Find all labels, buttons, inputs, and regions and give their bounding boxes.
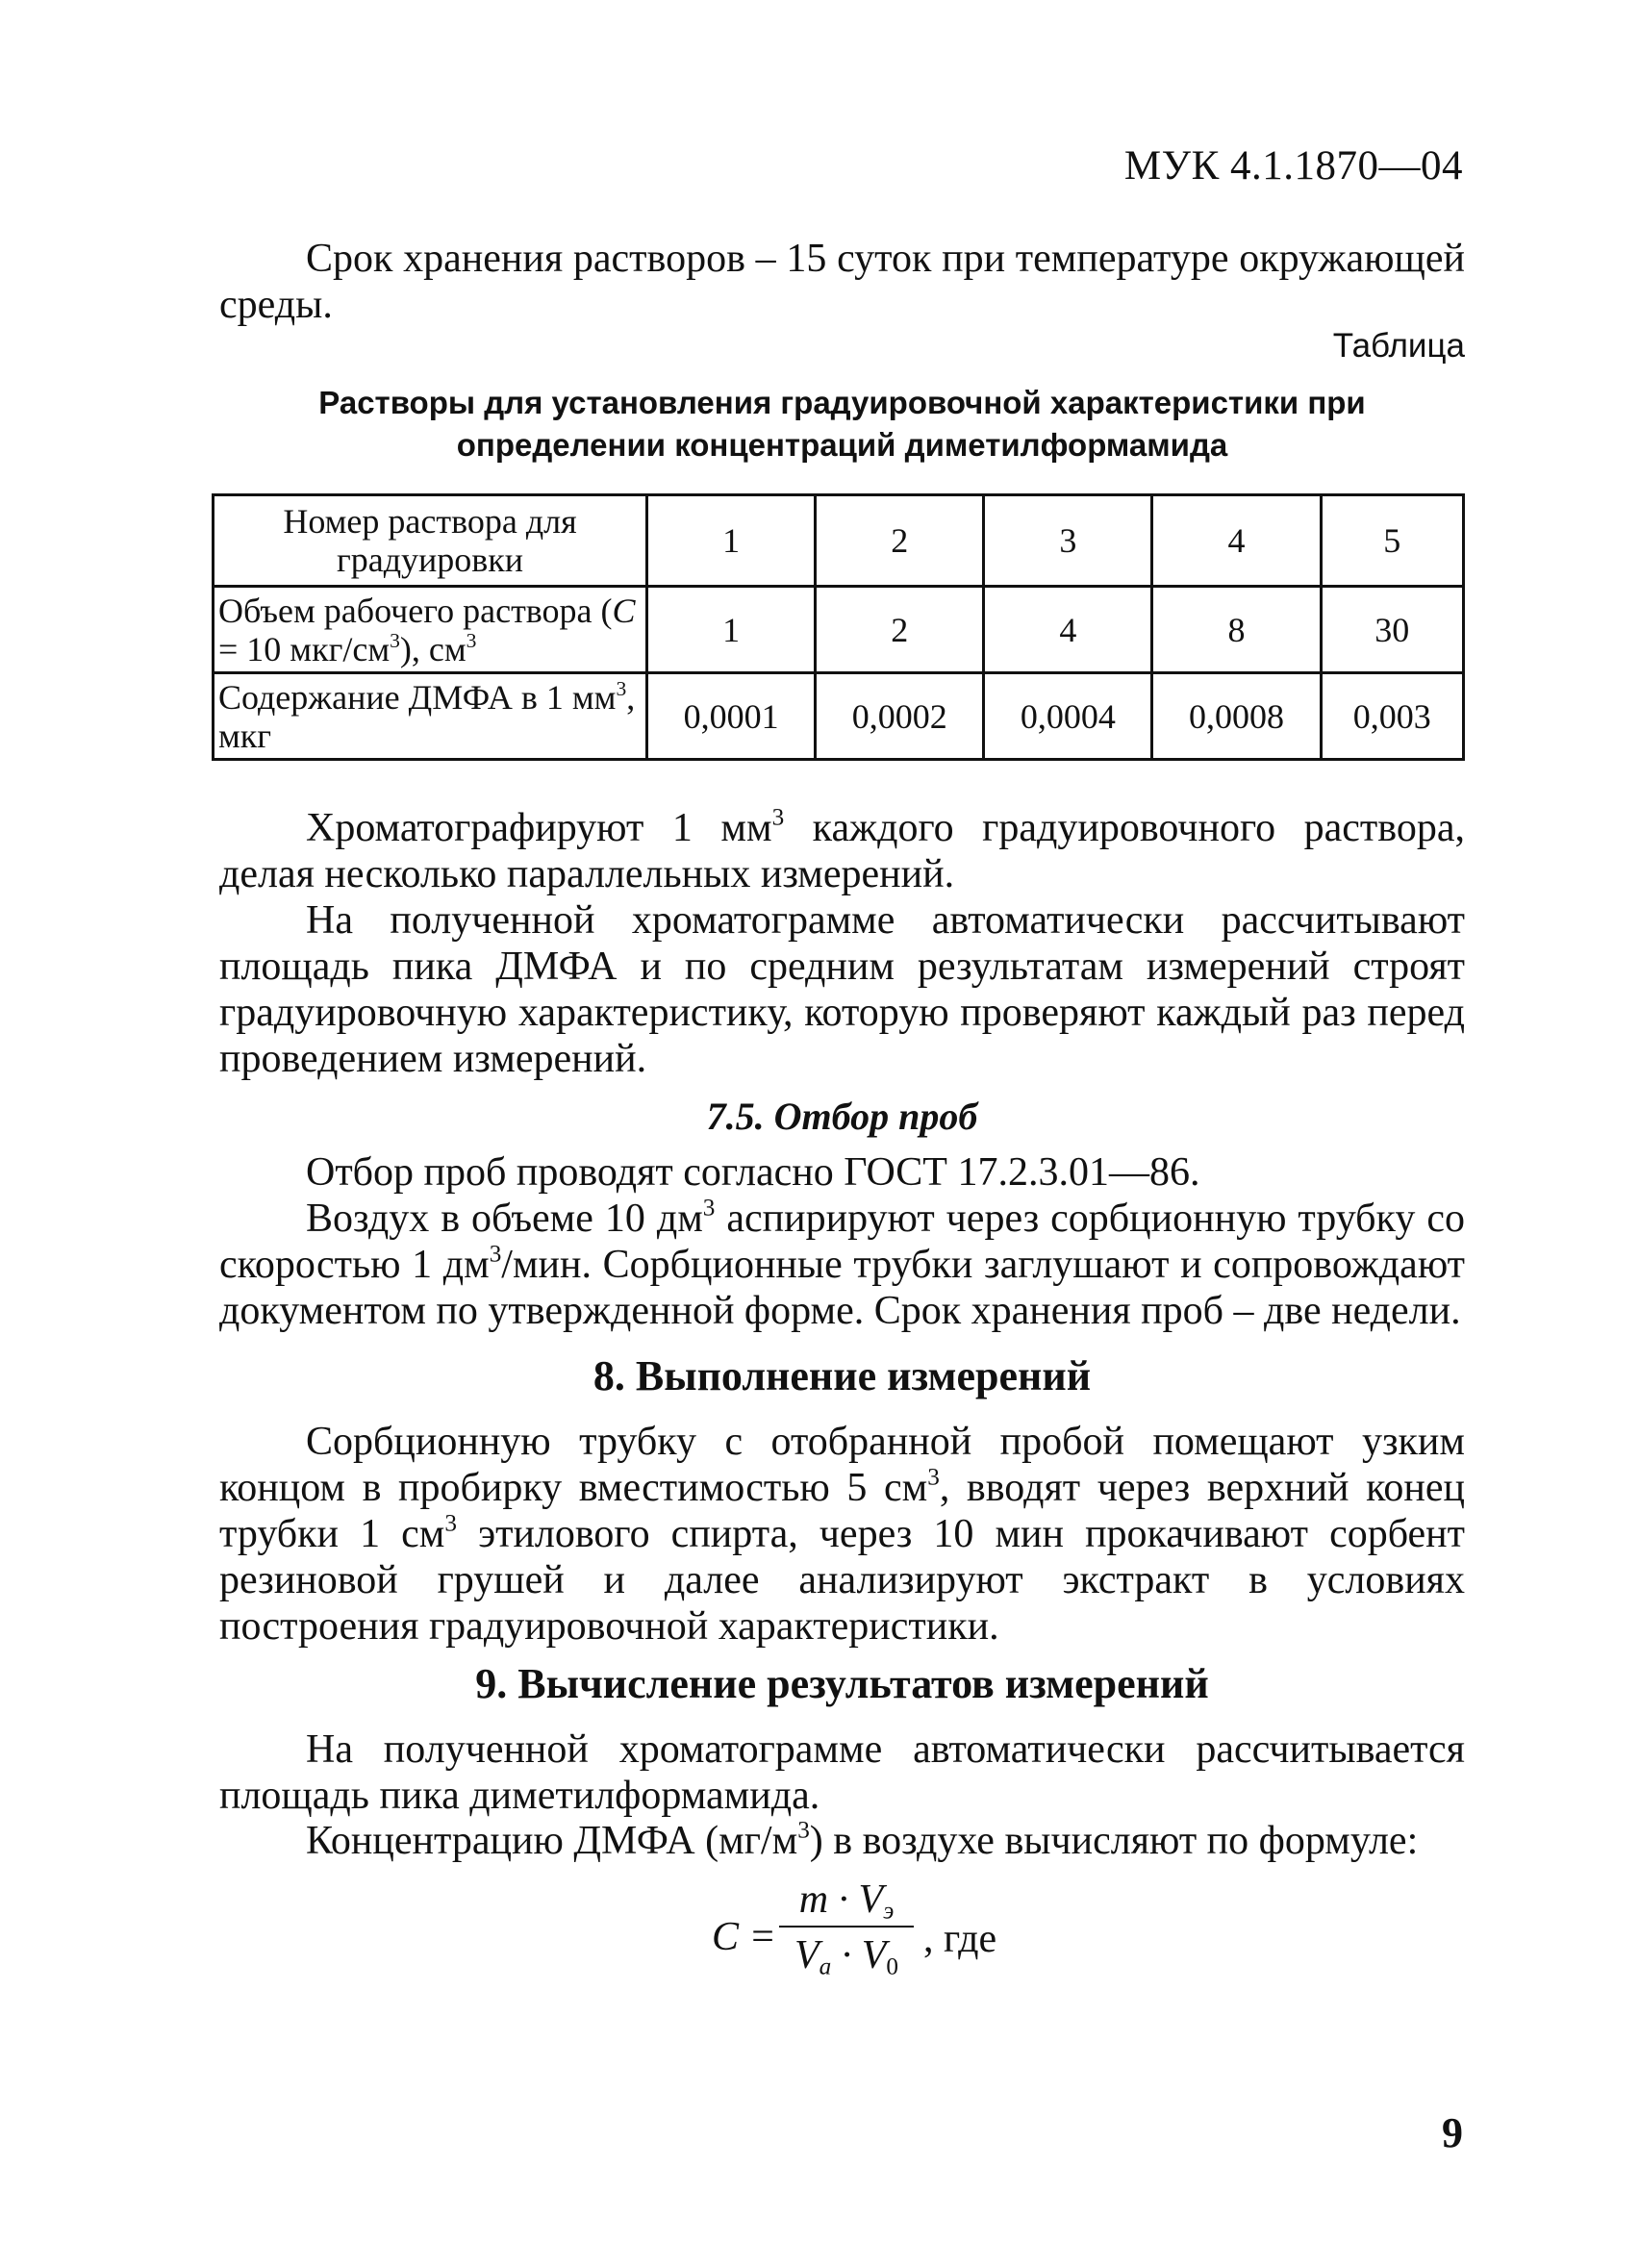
table-cell: 30 [1321,587,1463,673]
table-row [214,673,1464,760]
formula-lhs: C = [712,1915,776,1959]
section-8-title: 8. Выполнение измерений [593,1352,1092,1399]
chromatography-paragraph: Хроматографируют 1 $мм^3$ каждого градуировочного раствора, делая несколько параллельных измерений. [219,804,1465,896]
document-code: МУК 4.1.1870—04 [1123,143,1463,189]
table-cell: 0,0004 [984,673,1152,760]
section-7-5-title: 7.5. Отбор проб [706,1095,978,1138]
table-cell: 4 [1152,495,1321,587]
fraction-bar [779,1926,914,1928]
air-sampling-paragraph: Воздух в объеме 10 $дм^3$ аспирируют через сорбционную трубку со скоростью 1 $дм^3$/мин. Сорбционные трубки заглушают и сопровождают документом по утвержденной форме. Срок хранения проб – две недели. [219,1195,1466,1333]
row-header: Номер раствора для градуировки [214,495,647,587]
table-title: Растворы для установления градуировочной характеристики при определении концентраций диметилформамида [318,385,1366,463]
table-row [214,495,1464,587]
table-cell: 1 [647,587,816,673]
formula-numerator: $m \cdot V_э$ [798,1877,895,1925]
calibration-table [212,493,1465,761]
table-cell: 0,0008 [1152,673,1321,760]
formula-suffix: , где [923,1917,997,1961]
calculation-paragraph: На полученной хроматограмме автоматически рассчитывается площадь пика диметилформамида. [219,1727,1465,1818]
row-header: Содержание ДМФА в 1 $мм^3$, мкг [214,673,647,760]
table-cell: 4 [984,587,1152,673]
table-cell: 0,0002 [816,673,984,760]
concentration-paragraph: Концентрацию ДМФА $(мг/м^3)$ в воздухе вычисляют по формуле: [306,1817,1419,1863]
row-header: Объем рабочего раствора (C = 10 мкг/$см^3$), $см^3$ [214,587,647,673]
table-cell: 1 [647,495,816,587]
measurement-paragraph: Сорбционную трубку с отобранной пробой помещают узким концом в пробирку вместимостью 5 $см^3$, вводят через верхний конец трубки 1 $см^3$ этилового спирта, через 10 мин прокачивают сорбент резиновой грушей и далее анализируют экстракт в условиях построения градуировочной характеристики. [219,1420,1465,1649]
formula-fraction [779,1876,914,1978]
sampling-gost-paragraph: Отбор проб проводят согласно ГОСТ 17.2.3.01—86. [306,1150,1200,1195]
formula-denominator: $V_a \cdot V_0$ [794,1933,898,1980]
concentration-formula [712,1876,1116,2010]
peak-area-paragraph: На полученной хроматограмме автоматически рассчитывают площадь пика ДМФА и по средним результатам измерений строят градуировочную характеристику, которую проверяют каждый раз перед проведением измерений. [219,898,1465,1081]
table-cell: 3 [984,495,1152,587]
table-row [214,587,1464,673]
storage-paragraph: Срок хранения растворов – 15 суток при температуре окружающей среды. [219,237,1465,327]
table-cell: 5 [1321,495,1463,587]
table-cell: 8 [1152,587,1321,673]
table-cell: 0,0001 [647,673,816,760]
table-label: Таблица [1332,327,1465,365]
section-9-title: 9. Вычисление результатов измерений [475,1660,1209,1707]
table-cell: 0,003 [1321,673,1463,760]
page-number: 9 [1442,2109,1463,2156]
table-cell: 2 [816,495,984,587]
table-cell: 2 [816,587,984,673]
